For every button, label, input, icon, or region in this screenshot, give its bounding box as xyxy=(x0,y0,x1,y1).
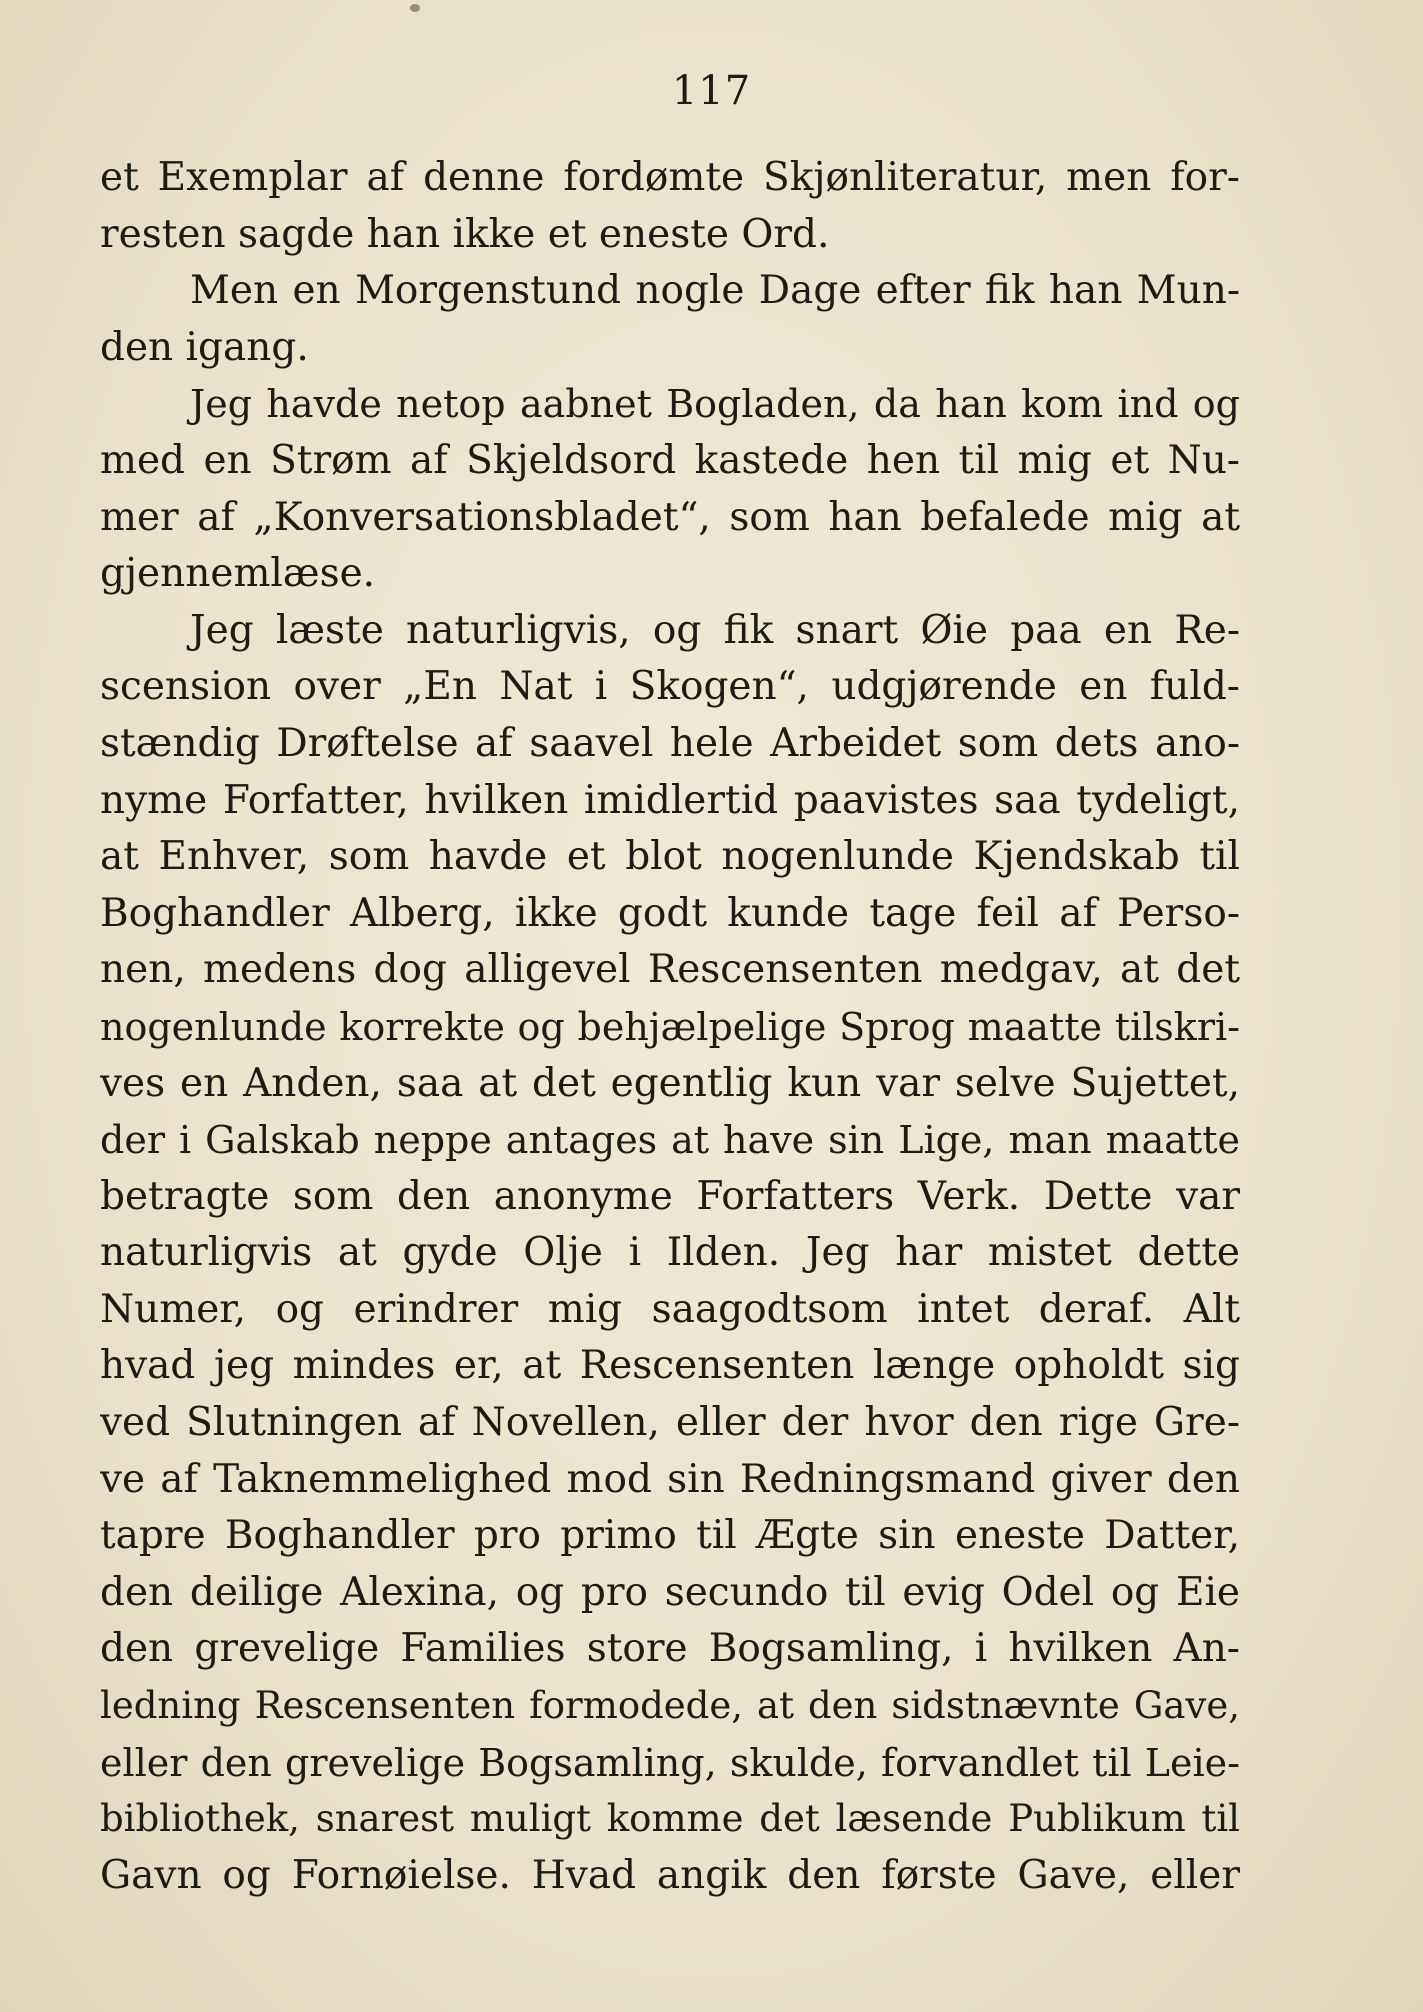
text-line: ledning Rescensenten formodede, at den sidstnævnte Gave, xyxy=(100,1684,1240,1728)
text-line: hvad jeg mindes er, at Rescensenten længe opholdt sig xyxy=(100,1343,1240,1389)
text-line: betragte som den anonyme Forfatters Verk. Dette var xyxy=(100,1173,1240,1219)
text-line: Boghandler Alberg, ikke godt kunde tage feil af Perso- xyxy=(100,890,1240,936)
text-line: Jeg havde netop aabnet Bogladen, da han kom ind og xyxy=(190,382,1240,427)
text-line: stændig Drøftelse af saavel hele Arbeidet som dets ano- xyxy=(100,720,1240,766)
text-line: ved Slutningen af Novellen, eller der hvor den rige Gre- xyxy=(100,1400,1240,1446)
text-line: mer af „Konversationsbladet“, som han befalede mig at xyxy=(100,494,1240,540)
text-line: nen, medens dog alligevel Rescensenten medgav, at det xyxy=(100,947,1240,993)
text-line: nyme Forfatter, hvilken imidlertid paavistes saa tydeligt, xyxy=(100,777,1240,823)
text-line: resten sagde han ikke et eneste Ord. xyxy=(100,211,830,257)
text-line: Men en Morgenstund nogle Dage efter fik han Mun- xyxy=(190,268,1240,314)
text-line: tapre Boghandler pro primo til Ægte sin eneste Datter, xyxy=(100,1513,1240,1559)
text-line: naturligvis at gyde Olje i Ilden. Jeg har mistet dette xyxy=(100,1230,1240,1276)
text-line: gjennemlæse. xyxy=(100,551,376,597)
text-line: Jeg læste naturligvis, og fik snart Øie paa en Re- xyxy=(190,607,1240,653)
text-line: at Enhver, som havde et blot nogenlunde Kjendskab til xyxy=(100,834,1240,880)
text-line: eller den grevelige Bogsamling, skulde, forvandlet til Leie- xyxy=(100,1740,1240,1785)
text-line: nogenlunde korrekte og behjælpelige Sprog maatte tilskri- xyxy=(100,1004,1240,1049)
text-line: den grevelige Families store Bogsamling, i hvilken An- xyxy=(100,1626,1240,1672)
text-line: den igang. xyxy=(100,324,309,370)
text-line: scension over „En Nat i Skogen“, udgjørende en fuld- xyxy=(100,664,1240,710)
ink-speck xyxy=(410,4,420,12)
text-line: et Exemplar af denne fordømte Skjønliteratur, men for- xyxy=(100,155,1240,200)
text-line: med en Strøm af Skjeldsord kastede hen til mig et Nu- xyxy=(100,437,1240,483)
text-line: ves en Anden, saa at det egentlig kun var selve Sujettet, xyxy=(100,1060,1240,1106)
text-line: ve af Taknemmelighed mod sin Redningsmand giver den xyxy=(100,1456,1240,1502)
text-line: bibliothek, snarest muligt komme det læsende Publikum til xyxy=(100,1797,1240,1841)
body-text xyxy=(100,150,1240,1904)
text-line: den deilige Alexina, og pro secundo til evig Odel og Eie xyxy=(100,1569,1240,1615)
text-line: der i Galskab neppe antages at have sin Lige, man maatte xyxy=(100,1118,1240,1163)
page-number: 117 xyxy=(671,68,752,114)
text-line: Gavn og Fornøielse. Hvad angik den første Gave, eller xyxy=(100,1852,1240,1898)
text-line: Numer, og erindrer mig saagodtsom intet deraf. Alt xyxy=(100,1286,1240,1332)
